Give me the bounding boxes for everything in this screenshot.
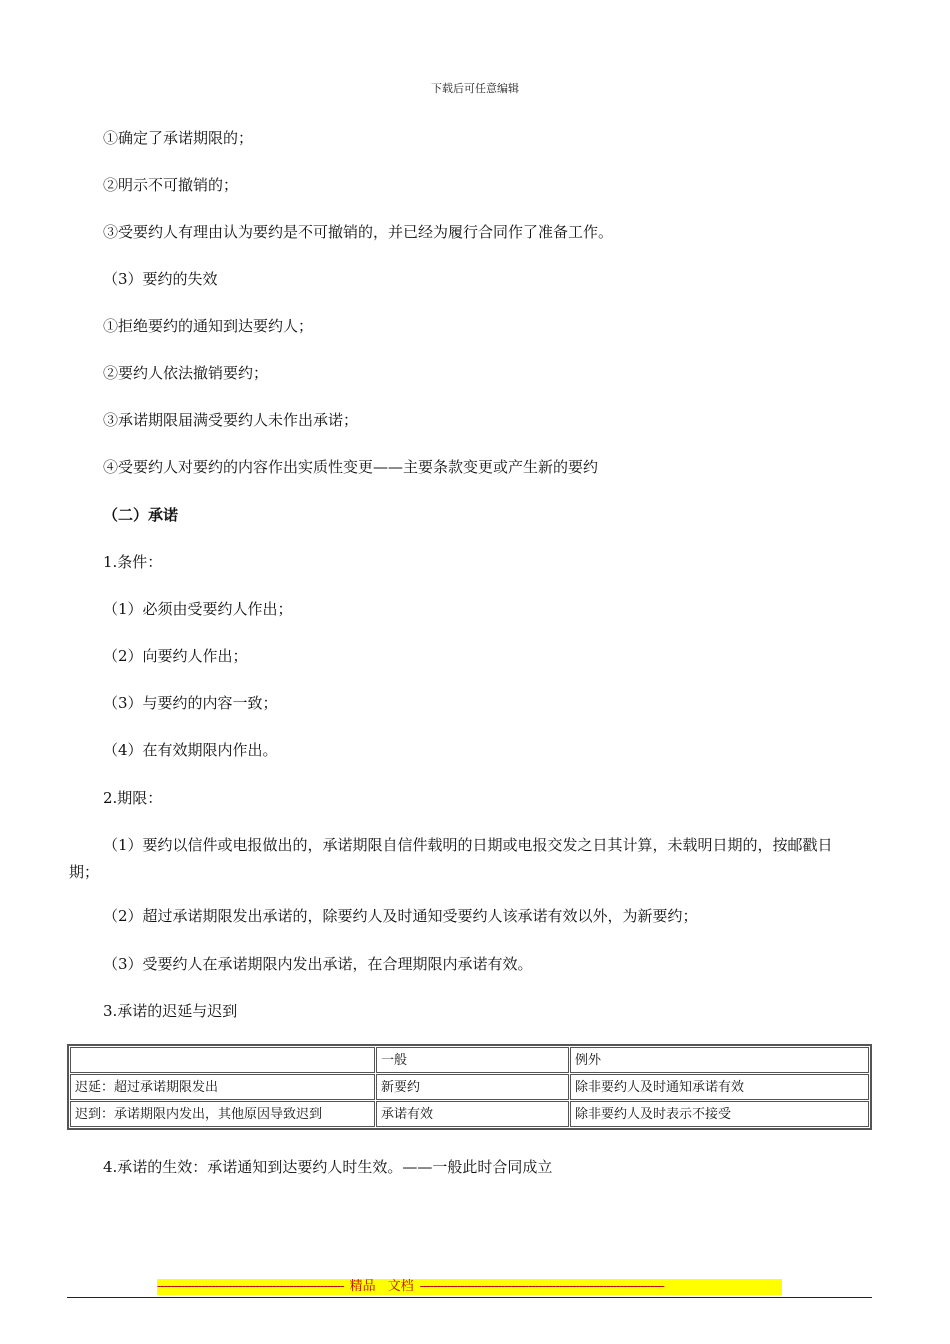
paragraph: 1.条件：	[103, 553, 163, 571]
header-note: 下载后可任意编辑	[431, 82, 519, 95]
paragraph: 3.承诺的迟延与迟到	[103, 1002, 238, 1020]
paragraph: （4）在有效期限内作出。	[103, 741, 278, 759]
paragraph: ③承诺期限届满受要约人未作出承诺；	[103, 411, 359, 429]
table-cell: 迟到：承诺期限内发出，其他原因导致迟到	[70, 1101, 375, 1127]
table-cell: 除非要约人及时通知承诺有效	[570, 1074, 869, 1100]
paragraph: 4.承诺的生效：承诺通知到达要约人时生效。——一般此时合同成立	[103, 1158, 553, 1176]
paragraph: ③受要约人有理由认为要约是不可撤销的，并已经为履行合同作了准备工作。	[103, 223, 614, 241]
paragraph: ①拒绝要约的通知到达要约人；	[103, 317, 314, 335]
table-header-row	[70, 1047, 869, 1073]
table-row	[70, 1074, 869, 1100]
table-header-cell	[70, 1047, 375, 1073]
paragraph: （3）受要约人在承诺期限内发出承诺，在合理期限内承诺有效。	[103, 955, 533, 973]
paragraph: ④受要约人对要约的内容作出实质性变更——主要条款变更或产生新的要约	[103, 458, 599, 476]
paragraph: ②要约人依法撤销要约；	[103, 364, 269, 382]
section-heading: （3）要约的失效	[103, 270, 218, 288]
comparison-table	[67, 1044, 872, 1130]
footer-word: 精品	[349, 1279, 376, 1294]
table-cell: 承诺有效	[376, 1101, 569, 1127]
paragraph-wrapped: （1）要约以信件或电报做出的，承诺期限自信件载明的日期或电报交发之日其计算，未载明日期的，按邮戳日期；	[69, 836, 833, 881]
paragraph: （2）超过承诺期限发出承诺的，除要约人及时通知受要约人该承诺有效以外，为新要约；	[103, 907, 698, 925]
paragraph: ①确定了承诺期限的；	[103, 129, 254, 147]
paragraph: 2.期限：	[103, 789, 163, 807]
footer-rule	[67, 1297, 872, 1298]
section-heading-bold: （二）承诺	[103, 506, 179, 524]
table-row	[70, 1101, 869, 1127]
paragraph: ②明示不可撤销的；	[103, 176, 239, 194]
paragraph: （1）必须由受要约人作出；	[103, 600, 293, 618]
footer-dashes-right: ------------------------------------------------------------------------	[419, 1279, 664, 1294]
table-header-cell: 例外	[570, 1047, 869, 1073]
paragraph: （3）与要约的内容一致；	[103, 694, 278, 712]
footer-word: 文档	[387, 1279, 414, 1294]
footer-banner	[157, 1279, 782, 1295]
table-cell: 新要约	[376, 1074, 569, 1100]
table-cell: 迟延：超过承诺期限发出	[70, 1074, 375, 1100]
footer-dashes-left: -------------------------------------------------------	[157, 1279, 344, 1294]
paragraph: （2）向要约人作出；	[103, 647, 248, 665]
table-header-cell: 一般	[376, 1047, 569, 1073]
table-cell: 除非要约人及时表示不接受	[570, 1101, 869, 1127]
